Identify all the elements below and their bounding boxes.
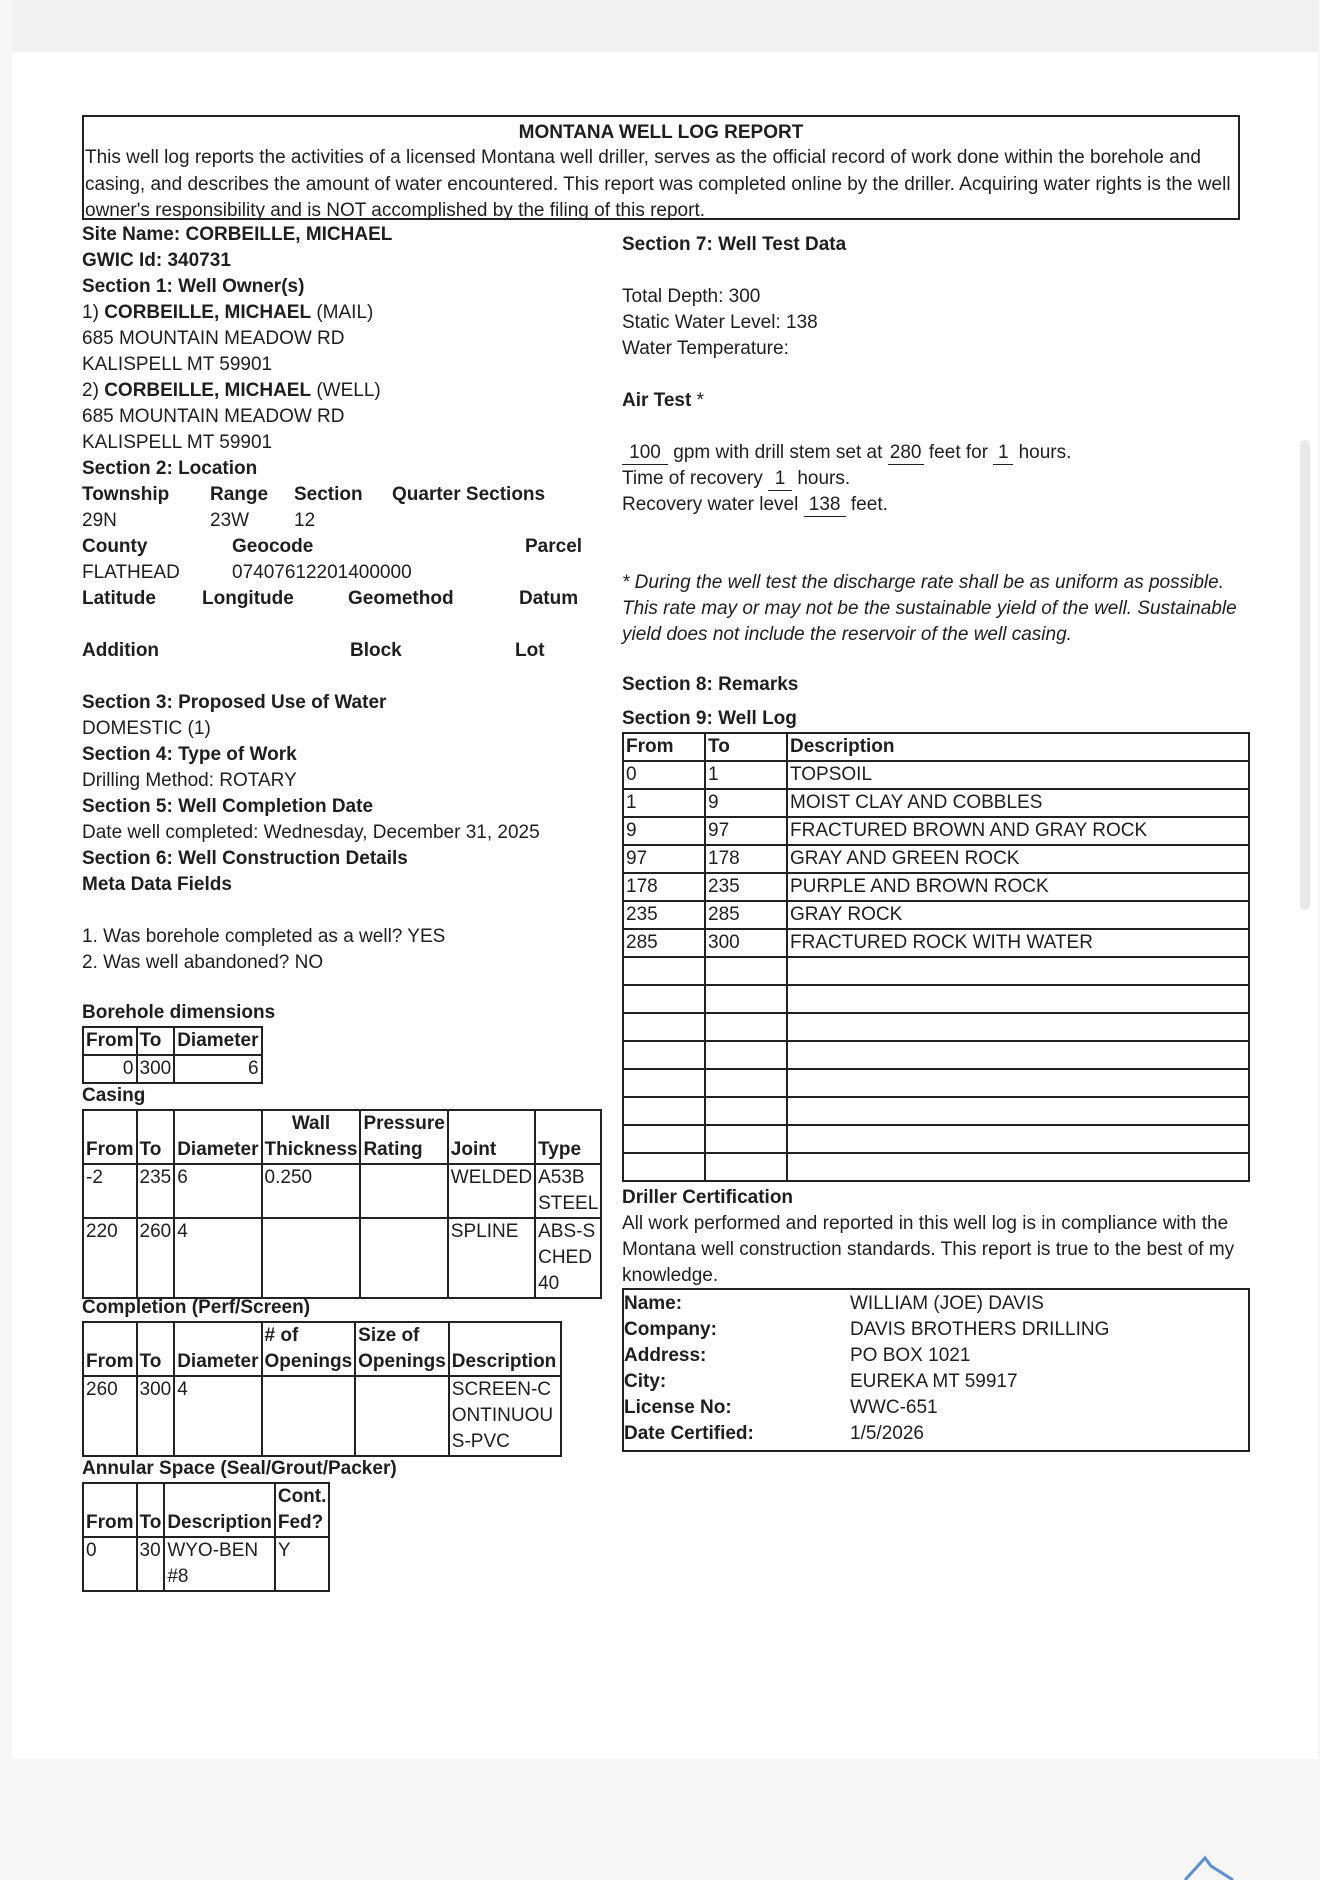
table-row-empty — [623, 1125, 1249, 1153]
label-county: County — [82, 536, 148, 557]
table-row — [83, 1218, 601, 1298]
table-cell: 235 — [623, 901, 705, 929]
table-row — [623, 817, 1249, 845]
air-test-title: Air Test * — [622, 390, 705, 411]
cert-value-company: DAVIS BROTHERS DRILLING — [850, 1319, 1110, 1340]
table-cell: 300 — [137, 1055, 175, 1083]
drill-stem-feet: 280 — [888, 442, 924, 465]
table-cell: MOIST CLAY AND COBBLES — [787, 789, 1249, 817]
col-header: Type — [535, 1110, 601, 1164]
well-log-table — [622, 732, 1250, 1182]
table-cell: FRACTURED ROCK WITH WATER — [787, 929, 1249, 957]
table-cell: TOPSOIL — [787, 761, 1249, 789]
table-cell: 6 — [174, 1164, 261, 1218]
col-header: From — [83, 1322, 137, 1376]
col-header: Description — [787, 733, 1249, 761]
table-cell — [262, 1218, 361, 1298]
question-well-abandoned: 2. Was well abandoned? NO — [82, 952, 324, 973]
recovery-level-value: 138 — [804, 494, 846, 517]
site-name: Site Name: CORBEILLE, MICHAEL — [82, 224, 393, 245]
recovery-time-value: 1 — [768, 468, 792, 491]
table-cell — [787, 1013, 1249, 1041]
table-row-empty — [623, 1069, 1249, 1097]
air-test-note: * During the well test the discharge rate shall be as uniform as possible. This rate may or may not be the sustainable yield of the well. Sustainable yield does not include the reservoir of the well casing. — [622, 572, 1237, 645]
table-cell — [360, 1218, 447, 1298]
col-header: To — [137, 1483, 165, 1537]
label-datum: Datum — [519, 588, 579, 609]
label-section: Section — [294, 484, 363, 505]
cert-label-address: Address: — [624, 1345, 707, 1366]
table-cell: WYO-BEN #8 — [164, 1537, 275, 1591]
value-section: 12 — [294, 510, 316, 531]
col-header: From — [83, 1110, 137, 1164]
table-cell — [787, 1153, 1249, 1181]
certification-box — [622, 1288, 1250, 1452]
table-row-empty — [623, 1097, 1249, 1125]
table-cell — [787, 985, 1249, 1013]
table-cell: SCREEN-CONTINUOUS-PVC — [449, 1376, 561, 1456]
table-cell — [623, 1069, 705, 1097]
borehole-title: Borehole dimensions — [82, 1002, 276, 1023]
value-geocode: 07407612201400000 — [232, 562, 412, 583]
table-cell: PURPLE AND BROWN ROCK — [787, 873, 1249, 901]
col-header: To — [137, 1027, 175, 1055]
table-cell: 9 — [705, 789, 787, 817]
table-cell: 97 — [623, 845, 705, 873]
table-cell — [623, 957, 705, 985]
label-geocode: Geocode — [232, 536, 314, 557]
table-cell — [360, 1164, 447, 1218]
cert-label-name: Name: — [624, 1293, 683, 1314]
air-test-hours: 1 — [993, 442, 1013, 465]
col-header: Wall Thickness — [262, 1110, 361, 1164]
owner-1-line: 1) CORBEILLE, MICHAEL (MAIL) — [82, 302, 374, 323]
label-township: Township — [82, 484, 170, 505]
table-cell: 220 — [83, 1218, 137, 1298]
table-cell: 235 — [705, 873, 787, 901]
completion-table — [82, 1321, 562, 1457]
table-row-empty — [623, 957, 1249, 985]
section9-title: Section 9: Well Log — [622, 708, 797, 729]
table-cell — [355, 1376, 449, 1456]
table-cell: 178 — [623, 873, 705, 901]
completion-title: Completion (Perf/Screen) — [82, 1297, 311, 1318]
col-header: Description — [449, 1322, 561, 1376]
table-row-empty — [623, 985, 1249, 1013]
table-cell: -2 — [83, 1164, 137, 1218]
table-row-empty — [623, 1153, 1249, 1181]
label-parcel: Parcel — [525, 536, 583, 557]
section7-title: Section 7: Well Test Data — [622, 234, 847, 255]
table-cell — [787, 1041, 1249, 1069]
col-header: From — [83, 1483, 137, 1537]
table-row — [623, 761, 1249, 789]
table-cell — [705, 1013, 787, 1041]
col-header: Pressure Rating — [360, 1110, 447, 1164]
table-cell — [623, 1153, 705, 1181]
table-row — [623, 901, 1249, 929]
table-cell — [787, 1097, 1249, 1125]
col-header: Diameter — [174, 1110, 261, 1164]
table-cell — [787, 1069, 1249, 1097]
casing-title: Casing — [82, 1085, 146, 1106]
col-header: To — [137, 1322, 175, 1376]
section4-title: Section 4: Type of Work — [82, 744, 297, 765]
table-cell: 260 — [83, 1376, 137, 1456]
table-cell: 4 — [174, 1218, 261, 1298]
table-cell: SPLINE — [448, 1218, 535, 1298]
table-cell: 178 — [705, 845, 787, 873]
table-row — [623, 873, 1249, 901]
table-cell — [623, 985, 705, 1013]
table-cell — [705, 1153, 787, 1181]
table-cell: 30 — [137, 1537, 165, 1591]
section5-value: Date well completed: Wednesday, December 31, 2025 — [82, 822, 540, 843]
annular-title: Annular Space (Seal/Grout/Packer) — [82, 1458, 397, 1479]
table-cell — [623, 1097, 705, 1125]
cert-value-name: WILLIAM (JOE) DAVIS — [850, 1293, 1044, 1314]
table-cell: 97 — [705, 817, 787, 845]
table-row-empty — [623, 1013, 1249, 1041]
value-township: 29N — [82, 510, 117, 531]
section3-title: Section 3: Proposed Use of Water — [82, 692, 387, 713]
table-cell — [705, 1125, 787, 1153]
cert-value-address: PO BOX 1021 — [850, 1345, 971, 1366]
col-header: To — [137, 1110, 175, 1164]
section2-title: Section 2: Location — [82, 458, 258, 479]
table-cell: 0 — [83, 1537, 137, 1591]
col-header: Joint — [448, 1110, 535, 1164]
total-depth: Total Depth: 300 — [622, 286, 761, 307]
scrollbar-thumb[interactable] — [1300, 440, 1310, 910]
col-header: # of Openings — [262, 1322, 356, 1376]
table-row — [83, 1537, 329, 1591]
table-cell: FRACTURED BROWN AND GRAY ROCK — [787, 817, 1249, 845]
label-block: Block — [350, 640, 402, 661]
cert-value-date: 1/5/2026 — [850, 1423, 924, 1444]
table-cell: 1 — [705, 761, 787, 789]
owner-1-address2: KALISPELL MT 59901 — [82, 354, 273, 375]
report-intro: This well log reports the activities of a licensed Montana well driller, serves as the official record of work done within the borehole and casing, and describes the amount of water encountered. This report was completed online by the driller. Acquiring water rights is the well owner's responsibility and is NOT accomplished by the filing of this report. — [85, 147, 1231, 221]
col-header: Diameter — [174, 1027, 261, 1055]
table-cell — [623, 1125, 705, 1153]
label-longitude: Longitude — [202, 588, 294, 609]
table-row — [83, 1376, 561, 1456]
table-cell: 0 — [83, 1055, 137, 1083]
table-row — [623, 929, 1249, 957]
water-temperature: Water Temperature: — [622, 338, 789, 359]
question-borehole-completed: 1. Was borehole completed as a well? YES — [82, 926, 446, 947]
label-geomethod: Geomethod — [348, 588, 454, 609]
section4-value: Drilling Method: ROTARY — [82, 770, 297, 791]
table-cell — [705, 1041, 787, 1069]
label-range: Range — [210, 484, 269, 505]
table-cell: GRAY ROCK — [787, 901, 1249, 929]
label-latitude: Latitude — [82, 588, 156, 609]
section8-title: Section 8: Remarks — [622, 674, 799, 695]
borehole-table — [82, 1026, 263, 1084]
table-cell: WELDED — [448, 1164, 535, 1218]
annular-table — [82, 1482, 330, 1592]
section5-title: Section 5: Well Completion Date — [82, 796, 374, 817]
cert-label-date: Date Certified: — [624, 1423, 754, 1444]
meta-data-title: Meta Data Fields — [82, 874, 232, 895]
table-cell — [623, 1041, 705, 1069]
col-header: From — [623, 733, 705, 761]
air-test-rate-line: 100 gpm with drill stem set at 280 feet for 1 hours. — [622, 440, 1071, 466]
col-header: From — [83, 1027, 137, 1055]
table-cell — [705, 1069, 787, 1097]
cert-label-license: License No: — [624, 1397, 732, 1418]
recovery-level-line: Recovery water level 138 feet. — [622, 494, 888, 515]
casing-table — [82, 1109, 602, 1299]
section1-title: Section 1: Well Owner(s) — [82, 276, 305, 297]
col-header: Description — [164, 1483, 275, 1537]
scan-top-margin — [12, 0, 1318, 52]
report-header — [82, 115, 1240, 220]
table-cell: A53B STEEL — [535, 1164, 601, 1218]
table-row — [83, 1055, 262, 1083]
table-cell: 6 — [174, 1055, 261, 1083]
table-cell: ABS-SCHED 40 — [535, 1218, 601, 1298]
table-cell: 260 — [137, 1218, 175, 1298]
recovery-time-line: Time of recovery 1 hours. — [622, 468, 851, 489]
table-cell: 0.250 — [262, 1164, 361, 1218]
gwic-id: GWIC Id: 340731 — [82, 250, 231, 271]
cert-value-license: WWC-651 — [850, 1397, 938, 1418]
col-header: Cont. Fed? — [275, 1483, 330, 1537]
section6-title: Section 6: Well Construction Details — [82, 848, 408, 869]
cert-value-city: EUREKA MT 59917 — [850, 1371, 1018, 1392]
table-cell — [787, 957, 1249, 985]
table-cell — [787, 1125, 1249, 1153]
section3-value: DOMESTIC (1) — [82, 718, 211, 739]
table-cell: 1 — [623, 789, 705, 817]
table-cell: 285 — [623, 929, 705, 957]
table-cell: 9 — [623, 817, 705, 845]
table-cell — [705, 985, 787, 1013]
col-header: To — [705, 733, 787, 761]
table-cell: 300 — [705, 929, 787, 957]
table-cell: 235 — [137, 1164, 175, 1218]
label-addition: Addition — [82, 640, 160, 661]
table-cell — [705, 1097, 787, 1125]
owner-1-address1: 685 MOUNTAIN MEADOW RD — [82, 328, 345, 349]
owner-2-line: 2) CORBEILLE, MICHAEL (WELL) — [82, 380, 381, 401]
static-water-level: Static Water Level: 138 — [622, 312, 818, 333]
cert-label-city: City: — [624, 1371, 667, 1392]
table-cell: 0 — [623, 761, 705, 789]
col-header: Size of Openings — [355, 1322, 449, 1376]
air-test-gpm: 100 — [622, 442, 668, 465]
certification-title: Driller Certification — [622, 1187, 794, 1208]
owner-1-name: CORBEILLE, MICHAEL — [104, 302, 312, 323]
table-cell — [705, 957, 787, 985]
owner-2-name: CORBEILLE, MICHAEL — [104, 380, 312, 401]
table-row — [83, 1164, 601, 1218]
table-row — [623, 845, 1249, 873]
table-cell — [623, 1013, 705, 1041]
table-cell: 300 — [137, 1376, 175, 1456]
table-row-empty — [623, 1041, 1249, 1069]
label-quarter-sections: Quarter Sections — [392, 484, 546, 505]
table-cell: 285 — [705, 901, 787, 929]
report-title: MONTANA WELL LOG REPORT — [518, 122, 804, 143]
value-range: 23W — [210, 510, 250, 531]
cursor-arrow-icon — [1175, 1840, 1235, 1880]
label-lot: Lot — [515, 640, 545, 661]
table-cell: GRAY AND GREEN ROCK — [787, 845, 1249, 873]
table-cell — [262, 1376, 356, 1456]
col-header: Diameter — [174, 1322, 261, 1376]
value-county: FLATHEAD — [82, 562, 180, 583]
owner-2-address1: 685 MOUNTAIN MEADOW RD — [82, 406, 345, 427]
owner-2-address2: KALISPELL MT 59901 — [82, 432, 273, 453]
cert-label-company: Company: — [624, 1319, 717, 1340]
certification-text: All work performed and reported in this well log is in compliance with the Montana well construction standards. This report is true to the best of my knowledge. — [622, 1213, 1235, 1286]
table-cell: Y — [275, 1537, 330, 1591]
table-row — [623, 789, 1249, 817]
table-cell: 4 — [174, 1376, 261, 1456]
